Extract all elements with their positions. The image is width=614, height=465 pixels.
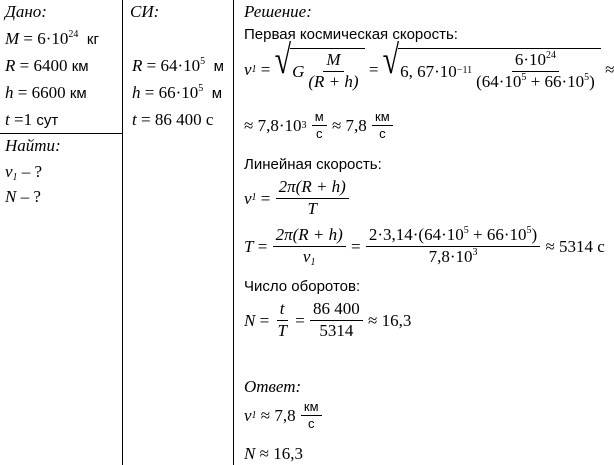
si-height: $h = 66\cdot 10^5$ м — [132, 83, 223, 102]
find-N: N – ? — [5, 187, 41, 206]
revolutions-formula: N = $\frac{t}{T}$ = $\frac{86 400}{5314}$ ≈ 16,3 — [244, 299, 412, 340]
find-header: Найти: — [5, 136, 61, 155]
given-height: h = 6600 км — [5, 83, 87, 102]
given-time: t =1 сут — [5, 110, 59, 129]
sqrt-symbolic: √ G $\frac{M}{(R + h)}$ — [275, 48, 365, 91]
solution-header: Решение: — [244, 2, 312, 21]
given-find-divider — [0, 133, 122, 134]
answer-N: N ≈ 16,3 — [244, 444, 303, 463]
column-divider-si-solution — [233, 0, 234, 465]
first-speed-title: Первая космическая скорость: — [244, 26, 458, 43]
answer-v1: v 1 ≈ 7,8 $\frac{км}{с}$ — [244, 400, 323, 432]
si-time: t = 86 400 с — [132, 110, 214, 129]
linear-speed-formula: v 1 = $\frac{2\pi(R + h)}{T}$ — [244, 178, 350, 218]
linear-speed-title: Линейная скорость: — [244, 156, 382, 173]
sqrt-numeric: √ 6, 67·10 −11 $\frac{6\cdot 10^{24}}{(64\cdot 10^5 + 66\cdot 10^5)}$ — [383, 48, 601, 91]
given-mass: $M = 6\cdot 10^{24}$ кг — [5, 29, 99, 48]
find-v1: $v_1$ – ? — [5, 162, 43, 183]
first-speed-result: ≈ 7,8·10 3 $\frac{м}{с}$ ≈ 7,8 $\frac{км}{с}$ — [244, 110, 394, 142]
given-header: Дано: — [5, 2, 47, 21]
si-radius: $R = 64\cdot 10^5$ м — [132, 56, 224, 75]
column-divider-given-si — [122, 0, 123, 465]
revolutions-title: Число оборотов: — [244, 278, 361, 295]
period-formula: T = $\frac{2\pi(R + h)}{v_1}$ = $\frac{2\cdot 3,14\cdot(64\cdot 10^5 + 66\cdot 10^5)}{7,8\cdot 10^3}$ ≈ 5314 с — [244, 225, 605, 268]
si-header: СИ: — [130, 2, 160, 21]
answer-header: Ответ: — [244, 377, 302, 396]
given-radius: R = 6400 км — [5, 56, 89, 75]
first-speed-formula: v 1 = √ G $\frac{M}{(R + h)}$ = √ 6, 67·10 −11 $\frac{6\cdot 10^{24}}{(64\cdot 10^5 + 66\cdot 10^5)}$ ≈ — [244, 37, 614, 91]
